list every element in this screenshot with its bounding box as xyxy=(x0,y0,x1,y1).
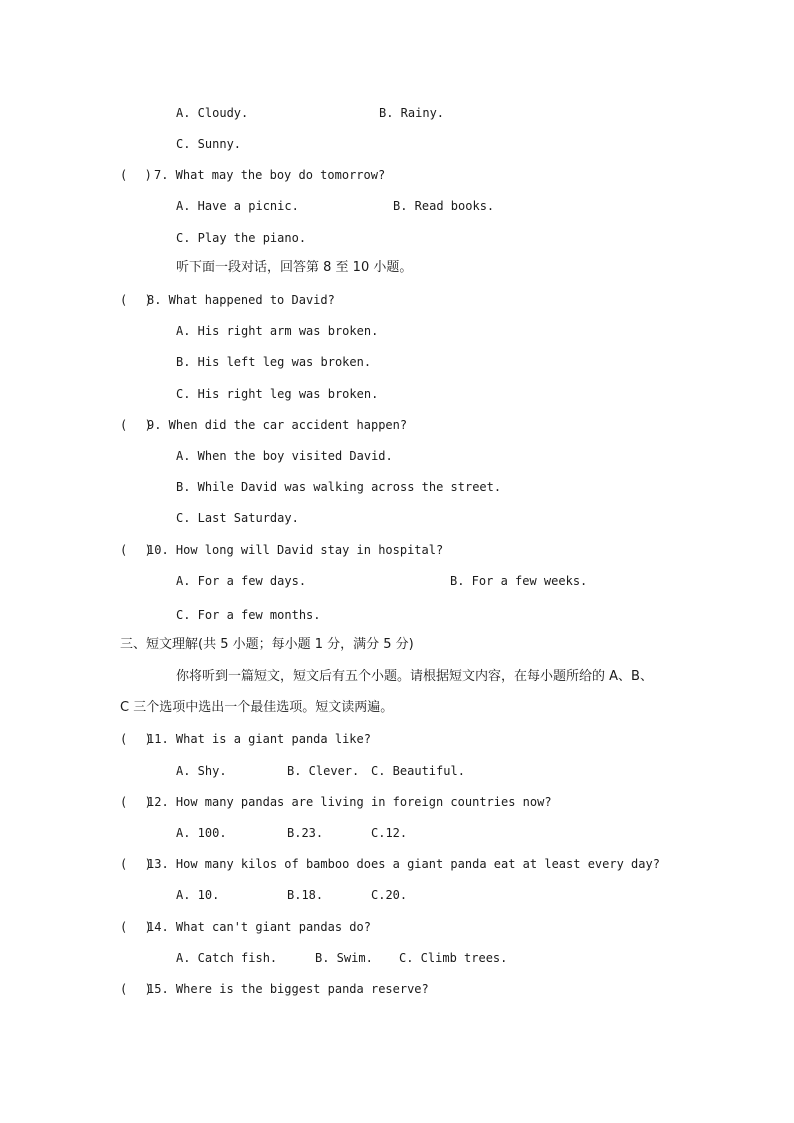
q8-option-a: A. His right arm was broken. xyxy=(176,324,379,338)
q9-option-c: C. Last Saturday. xyxy=(176,511,299,525)
q14-answer-bracket[interactable]: ( ) xyxy=(120,920,153,934)
q7-answer-bracket[interactable]: ( ) xyxy=(120,168,153,182)
q13-option-b: B.18. xyxy=(287,888,324,902)
q6-option-a: A. Cloudy. xyxy=(176,106,249,120)
q7-option-b: B. Read books. xyxy=(393,199,495,213)
q14-question: 14. What can't giant pandas do? xyxy=(147,920,371,934)
q11-option-b: B. Clever. xyxy=(287,764,360,778)
q12-question: 12. How many pandas are living in foreign countries now? xyxy=(147,795,552,809)
q10-option-b: B. For a few weeks. xyxy=(450,574,588,588)
q8-option-b: B. His left leg was broken. xyxy=(176,355,372,369)
q11-answer-bracket[interactable]: ( ) xyxy=(120,732,153,746)
q15-answer-bracket[interactable]: ( ) xyxy=(120,982,153,996)
q11-question: 11. What is a giant panda like? xyxy=(147,732,371,746)
q6-option-b: B. Rainy. xyxy=(379,106,445,120)
q9-option-b: B. While David was walking across the street. xyxy=(176,480,502,494)
q14-option-b: B. Swim. xyxy=(315,951,373,965)
q10-option-a: A. For a few days. xyxy=(176,574,307,588)
q11-option-c: C. Beautiful. xyxy=(371,764,465,778)
q9-answer-bracket[interactable]: ( ) xyxy=(120,418,153,432)
q6-option-c: C. Sunny. xyxy=(176,137,242,151)
section-heading: 三、短文理解(共 5 小题；每小题 1 分，满分 5 分) xyxy=(120,637,414,652)
q10-option-c: C. For a few months. xyxy=(176,608,321,622)
q13-question: 13. How many kilos of bamboo does a giant panda eat at least every day? xyxy=(147,857,660,871)
q9-question: 9. When did the car accident happen? xyxy=(147,418,408,432)
q13-option-c: C.20. xyxy=(371,888,408,902)
q9-option-a: A. When the boy visited David. xyxy=(176,449,393,463)
q10-answer-bracket[interactable]: ( ) xyxy=(120,543,153,557)
q8-answer-bracket[interactable]: ( ) xyxy=(120,293,153,307)
q7-option-c: C. Play the piano. xyxy=(176,231,307,245)
q12-option-c: C.12. xyxy=(371,826,408,840)
q8-option-c: C. His right leg was broken. xyxy=(176,387,379,401)
section-instruction-line2: C 三个选项中选出一个最佳选项。短文读两遍。 xyxy=(120,700,394,715)
dialogue-instruction: 听下面一段对话，回答第 8 至 10 小题。 xyxy=(176,260,413,275)
q13-answer-bracket[interactable]: ( ) xyxy=(120,857,153,871)
q7-option-a: A. Have a picnic. xyxy=(176,199,299,213)
q12-option-a: A. 100. xyxy=(176,826,227,840)
q10-question: 10. How long will David stay in hospital? xyxy=(147,543,444,557)
section-instruction-line1: 你将听到一篇短文，短文后有五个小题。请根据短文内容，在每小题所给的 A、B、 xyxy=(176,669,653,684)
q14-option-a: A. Catch fish. xyxy=(176,951,278,965)
q11-option-a: A. Shy. xyxy=(176,764,227,778)
q7-question: 7. What may the boy do tomorrow? xyxy=(154,168,386,182)
q12-answer-bracket[interactable]: ( ) xyxy=(120,795,153,809)
q8-question: 8. What happened to David? xyxy=(147,293,335,307)
q15-question: 15. Where is the biggest panda reserve? xyxy=(147,982,429,996)
q12-option-b: B.23. xyxy=(287,826,324,840)
q14-option-c: C. Climb trees. xyxy=(399,951,508,965)
q13-option-a: A. 10. xyxy=(176,888,220,902)
